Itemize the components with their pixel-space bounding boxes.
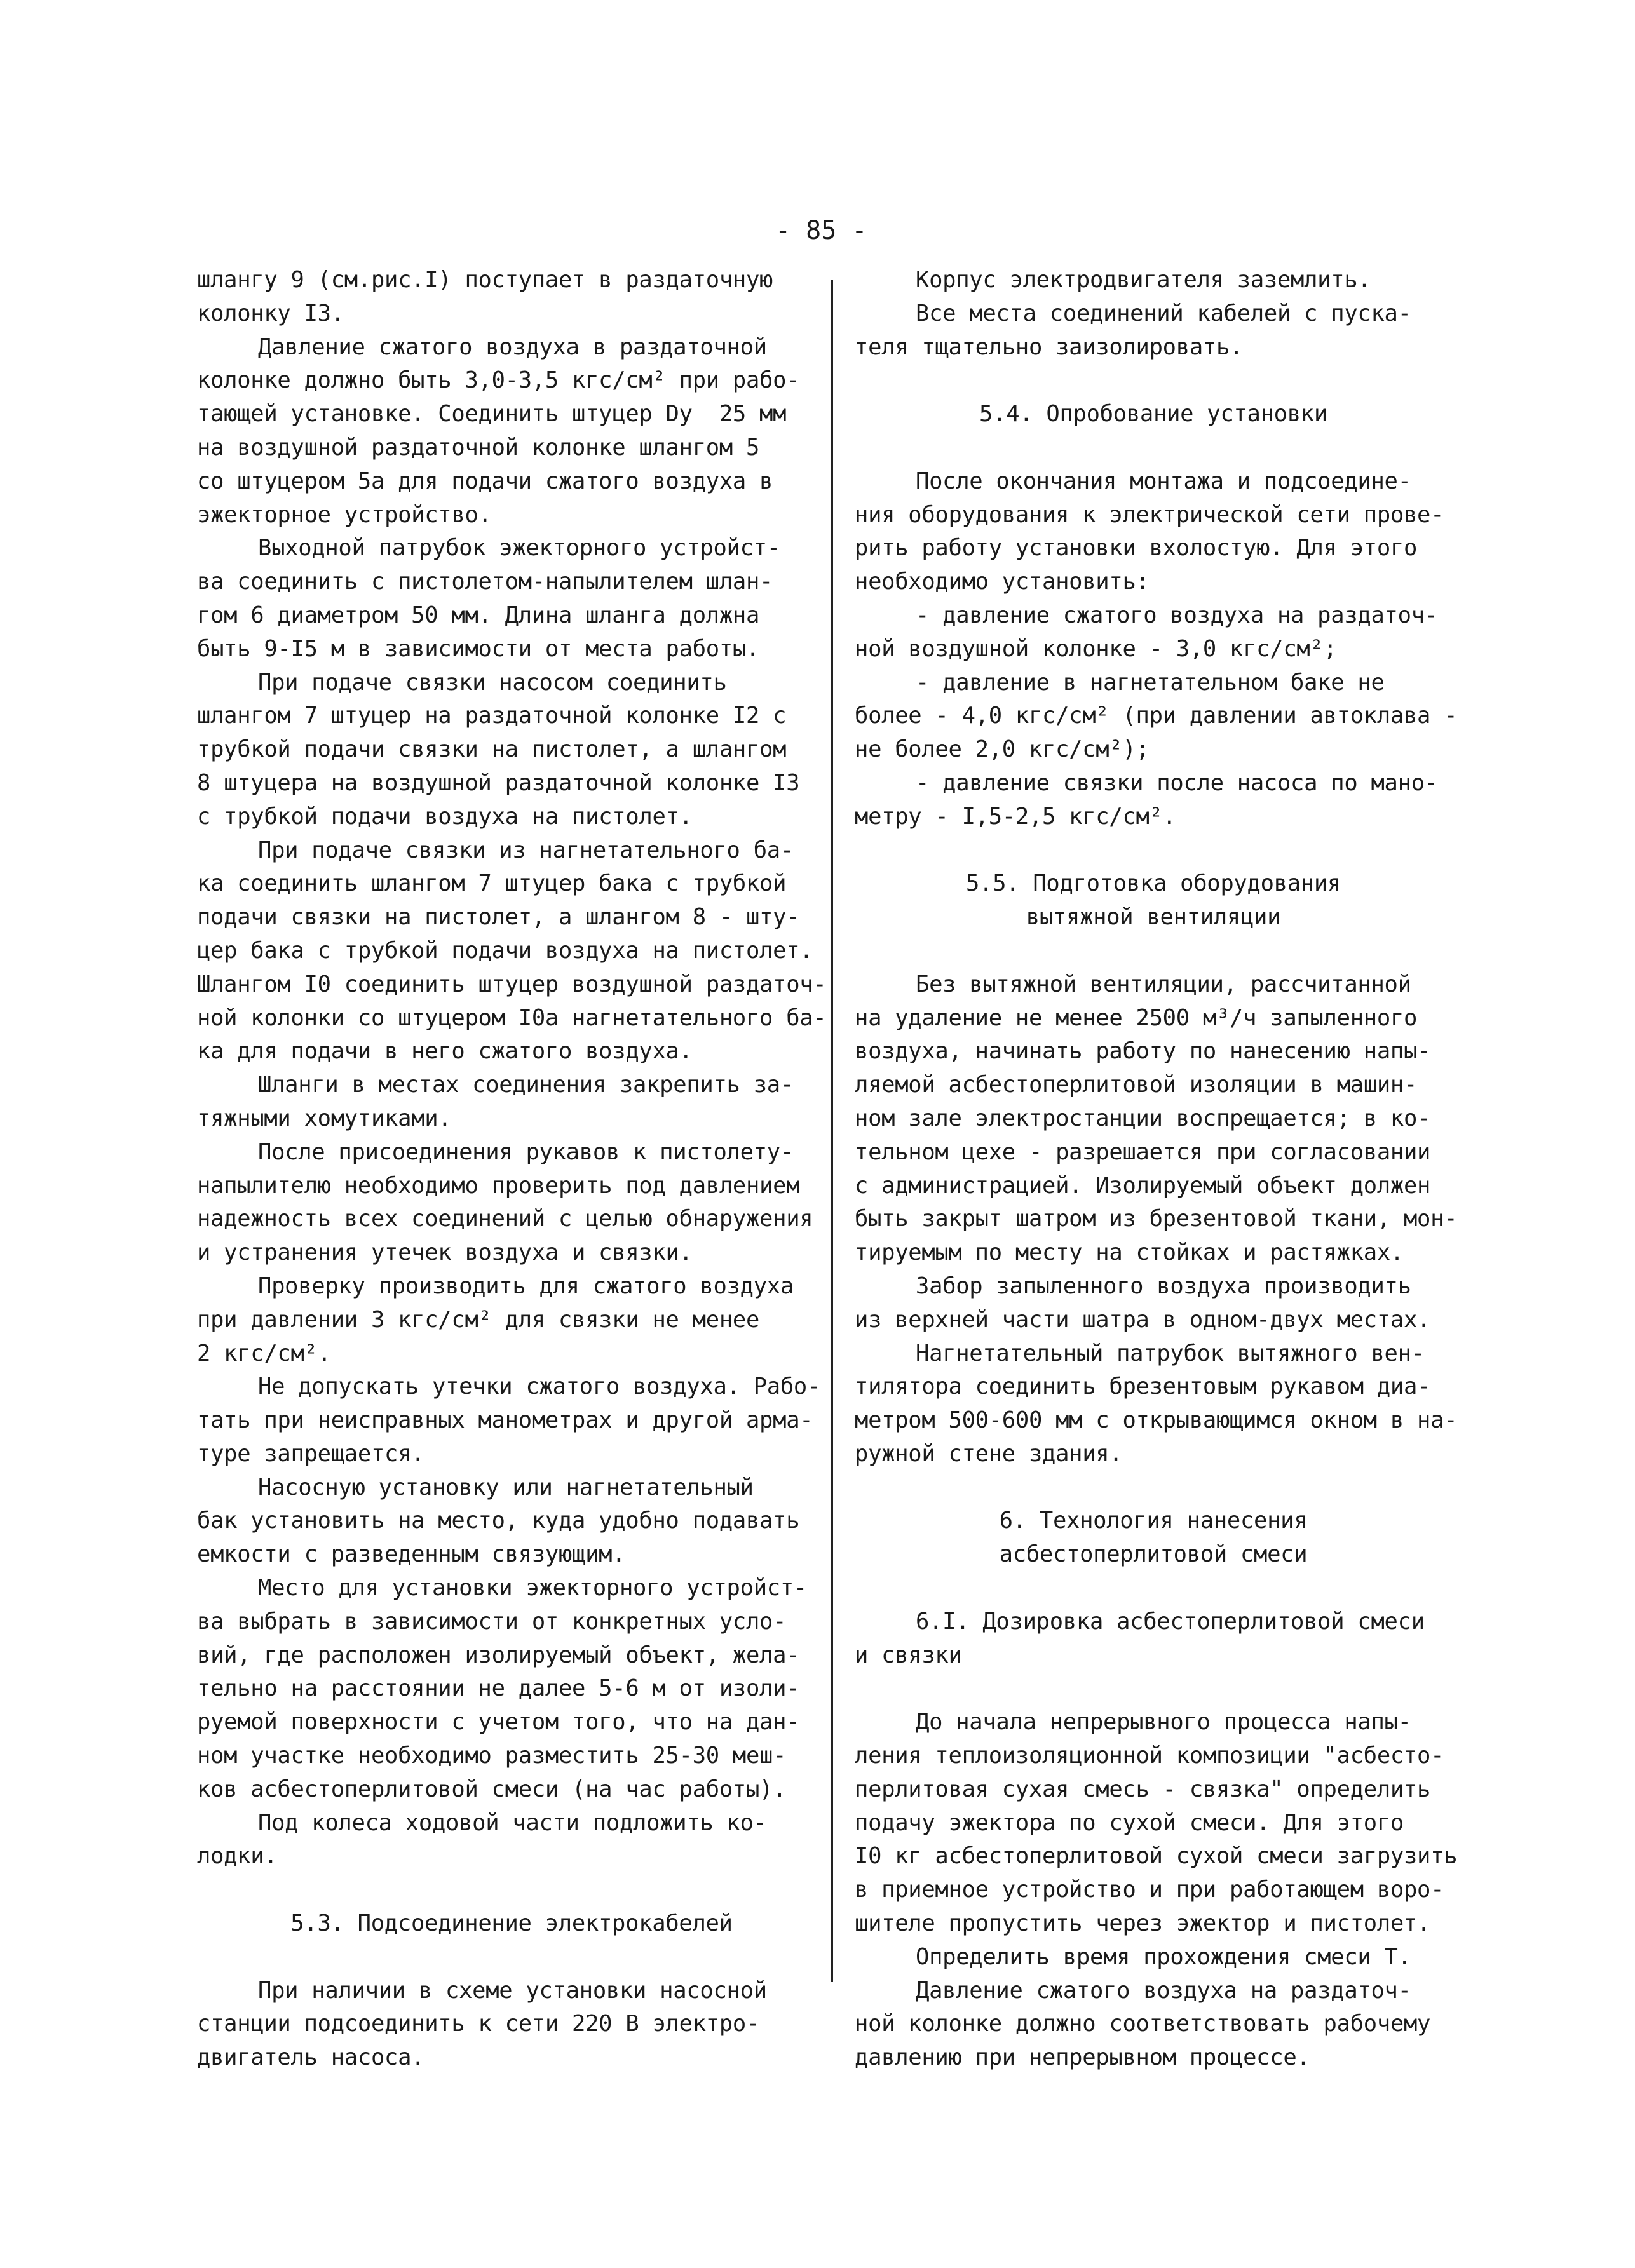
right-text-line: ляемой асбестоперлитовой изоляции в машин-	[855, 1072, 1418, 1098]
right-text-line: Определить время прохождения смеси Т.	[916, 1943, 1411, 1970]
left-text-line: После присоединения рукавов к пистолету-	[258, 1138, 794, 1165]
right-text-line: не более 2,0 кгс/см²);	[855, 736, 1150, 763]
right-text-line: более - 4,0 кгс/см² (при давлении автоклава -	[855, 703, 1458, 729]
left-text-line: надежность всех соединений с целью обнаружения	[197, 1206, 813, 1232]
page-number: - 85 -	[775, 216, 867, 245]
right-text-line: и связки	[855, 1642, 962, 1668]
left-text-line: ва соединить с пистолетом-напылителем шлан-	[197, 569, 773, 595]
left-text-line: тающей установке. Соединить штуцер Dу 25 мм	[197, 401, 787, 428]
right-text-line: подачу эжектора по сухой смеси. Для этого	[855, 1809, 1404, 1836]
right-text-line: с администрацией. Изолируемый объект должен	[855, 1172, 1431, 1199]
left-text-line: ной колонки со штуцером I0а нагнетательного ба-	[197, 1004, 827, 1031]
right-text-line: - давление сжатого воздуха на раздаточ-	[916, 602, 1438, 628]
right-text-line: ружной стене здания.	[855, 1440, 1123, 1467]
left-text-line: и устранения утечек воздуха и связки.	[197, 1239, 693, 1266]
spacer	[855, 935, 1452, 968]
right-text-line: Забор запыленного воздуха производить	[916, 1272, 1411, 1299]
right-text-line: быть закрыт шатром из брезентовой ткани, мон-	[855, 1206, 1458, 1232]
left-text-line: ка соединить шлангом 7 штуцер бака с трубкой	[197, 870, 787, 897]
left-text-line: При подаче связки насосом соединить	[258, 669, 727, 696]
left-text-line: руемой поверхности с учетом того, что на дан-	[197, 1709, 800, 1736]
left-text-line: цер бака с трубкой подачи воздуха на пистолет.	[197, 937, 813, 964]
left-text-line: туре запрещается.	[197, 1440, 425, 1467]
right-text-line: - давление связки после насоса по мано-	[916, 769, 1438, 796]
left-text-line: эжекторное устройство.	[197, 501, 492, 528]
right-text-line: рить работу установки вхолостую. Для этого	[855, 535, 1418, 562]
right-text-line: шителе пропустить через эжектор и пистолет.	[855, 1910, 1431, 1937]
left-text-line: Проверку производить для сжатого воздуха	[258, 1272, 794, 1299]
right-text-line: ной воздушной колонке - 3,0 кгс/см²;	[855, 635, 1337, 662]
left-text-line: Шланги в местах соединения закрепить за-	[258, 1072, 794, 1098]
right-section-heading: 5.5. Подготовка оборудования	[965, 870, 1341, 897]
left-text-line: тать при неисправных манометрах и другой арма-	[197, 1407, 813, 1434]
right-text-line: I0 кг асбестоперлитовой сухой смеси загрузить	[855, 1843, 1458, 1870]
left-text-line: шлангом 7 штуцер на раздаточной колонке I2 с	[197, 703, 787, 729]
left-text-line: трубкой подачи связки на пистолет, а шлангом	[197, 736, 787, 763]
left-text-line: бак установить на место, куда удобно подавать	[197, 1508, 800, 1534]
spacer	[855, 1471, 1452, 1505]
right-text-line: Все места соединений кабелей с пуска-	[916, 300, 1411, 327]
right-text-line: тилятора соединить брезентовым рукавом диа-	[855, 1374, 1431, 1400]
left-text-line: двигатель насоса.	[197, 2044, 425, 2071]
right-text-line: в приемное устройство и при работающем воро-	[855, 1877, 1444, 1903]
spacer	[197, 1941, 826, 1974]
left-text-line: на воздушной раздаточной колонке шлангом 5	[197, 434, 760, 461]
column-divider	[831, 280, 833, 1982]
left-text-line: 8 штуцера на воздушной раздаточной колонке I3	[197, 769, 800, 796]
right-text-line: ления теплоизоляционной композиции "асбесто-	[855, 1743, 1444, 1769]
right-text-line: из верхней части шатра в одном-двух местах.	[855, 1306, 1431, 1333]
left-column	[197, 264, 826, 2075]
right-text-line: 6.I. Дозировка асбестоперлитовой смеси	[916, 1608, 1425, 1635]
spacer	[855, 1672, 1452, 1706]
left-text-line: емкости с разведенным связующим.	[197, 1541, 626, 1568]
right-text-line: теля тщательно заизолировать.	[855, 334, 1244, 360]
left-text-line: подачи связки на пистолет, а шлангом 8 - шту-	[197, 904, 800, 931]
right-text-line: перлитовая сухая смесь - связка" определить	[855, 1776, 1431, 1802]
left-section-heading: 5.3. Подсоединение электрокабелей	[290, 1910, 733, 1937]
right-text-line: Давление сжатого воздуха на раздаточ-	[916, 1977, 1411, 2004]
right-section-heading: 5.4. Опробование установки	[979, 401, 1327, 428]
right-section-heading: вытяжной вентиляции	[1026, 904, 1281, 931]
left-text-line: ва выбрать в зависимости от конкретных усло-	[197, 1608, 787, 1635]
right-text-line: ном зале электростанции воспрещается; в ко-	[855, 1105, 1431, 1131]
left-text-line: Место для установки эжекторного устройст-	[258, 1575, 807, 1602]
left-text-line: Давление сжатого воздуха в раздаточной	[258, 334, 767, 360]
right-text-line: ния оборудования к электрической сети прове-	[855, 501, 1444, 528]
right-text-line: После окончания монтажа и подсоедине-	[916, 468, 1411, 494]
right-text-line: - давление в нагнетательном баке не	[916, 669, 1385, 696]
left-text-line: тельно на расстоянии не далее 5-6 м от изоли-	[197, 1675, 800, 1702]
right-text-line: До начала непрерывного процесса напы-	[916, 1709, 1411, 1736]
left-text-line: гом 6 диаметром 50 мм. Длина шланга должна	[197, 602, 760, 628]
right-text-line: ной колонке должно соответствовать рабочему	[855, 2011, 1431, 2037]
right-text-line: тируемым по месту на стойках и растяжках.	[855, 1239, 1404, 1266]
right-text-line: необходимо установить:	[855, 569, 1150, 595]
right-text-line: на удаление не менее 2500 м³/ч запыленного	[855, 1004, 1418, 1031]
right-text-line: воздуха, начинать работу по нанесению напы-	[855, 1038, 1431, 1065]
right-column	[855, 264, 1458, 2075]
left-text-line: 2 кгс/см².	[197, 1340, 331, 1367]
spacer	[855, 1572, 1452, 1605]
right-section-heading: асбестоперлитовой смеси	[999, 1541, 1308, 1568]
left-text-line: Под колеса ходовой части подложить ко-	[258, 1809, 767, 1836]
left-text-line: при давлении 3 кгс/см² для связки не менее	[197, 1306, 760, 1333]
left-text-line: При наличии в схеме установки насосной	[258, 1977, 767, 2004]
right-text-line: тельном цехе - разрешается при согласовании	[855, 1138, 1431, 1165]
left-text-line: ков асбестоперлитовой смеси (на час работы).	[197, 1776, 787, 1802]
left-text-line: со штуцером 5а для подачи сжатого воздуха в	[197, 468, 773, 494]
left-text-line: быть 9-I5 м в зависимости от места работы.	[197, 635, 760, 662]
left-text-line: с трубкой подачи воздуха на пистолет.	[197, 803, 693, 830]
right-text-line: Без вытяжной вентиляции, рассчитанной	[916, 971, 1411, 997]
left-text-line: станции подсоединить к сети 220 В электро-	[197, 2011, 760, 2037]
left-text-line: Насосную установку или нагнетательный	[258, 1474, 754, 1501]
right-text-line: Корпус электродвигателя заземлить.	[916, 267, 1371, 293]
left-text-line: ном участке необходимо разместить 25-30 меш-	[197, 1743, 787, 1769]
right-text-line: давлению при непрерывном процессе.	[855, 2044, 1310, 2071]
right-text-line: Нагнетательный патрубок вытяжного вен-	[916, 1340, 1425, 1367]
right-section-heading: 6. Технология нанесения	[999, 1508, 1308, 1534]
left-text-line: При подаче связки из нагнетательного ба-	[258, 837, 794, 863]
right-text-line: метром 500-600 мм с открывающимся окном в на-	[855, 1407, 1458, 1434]
right-text-line: метру - I,5-2,5 кгс/см².	[855, 803, 1176, 830]
left-text-line: колонку I3.	[197, 300, 344, 327]
left-text-line: тяжными хомутиками.	[197, 1105, 452, 1131]
spacer	[855, 431, 1452, 465]
left-text-line: лодки.	[197, 1843, 278, 1870]
left-text-line: напылителю необходимо проверить под давлением	[197, 1172, 800, 1199]
left-text-line: вий, где расположен изолируемый объект, жела-	[197, 1642, 800, 1668]
left-text-line: Не допускать утечки сжатого воздуха. Рабо-	[258, 1374, 821, 1400]
left-text-line: шлангу 9 (см.рис.I) поступает в раздаточную	[197, 267, 773, 293]
spacer	[855, 364, 1452, 398]
left-text-line: колонке должно быть 3,0-3,5 кгс/см² при рабо-	[197, 367, 800, 394]
spacer	[855, 834, 1452, 868]
left-text-line: ка для подачи в него сжатого воздуха.	[197, 1038, 693, 1065]
spacer	[197, 1873, 826, 1907]
left-text-line: Шлангом I0 соединить штуцер воздушной раздаточ-	[197, 971, 827, 997]
left-text-line: Выходной патрубок эжекторного устройст-	[258, 535, 780, 562]
